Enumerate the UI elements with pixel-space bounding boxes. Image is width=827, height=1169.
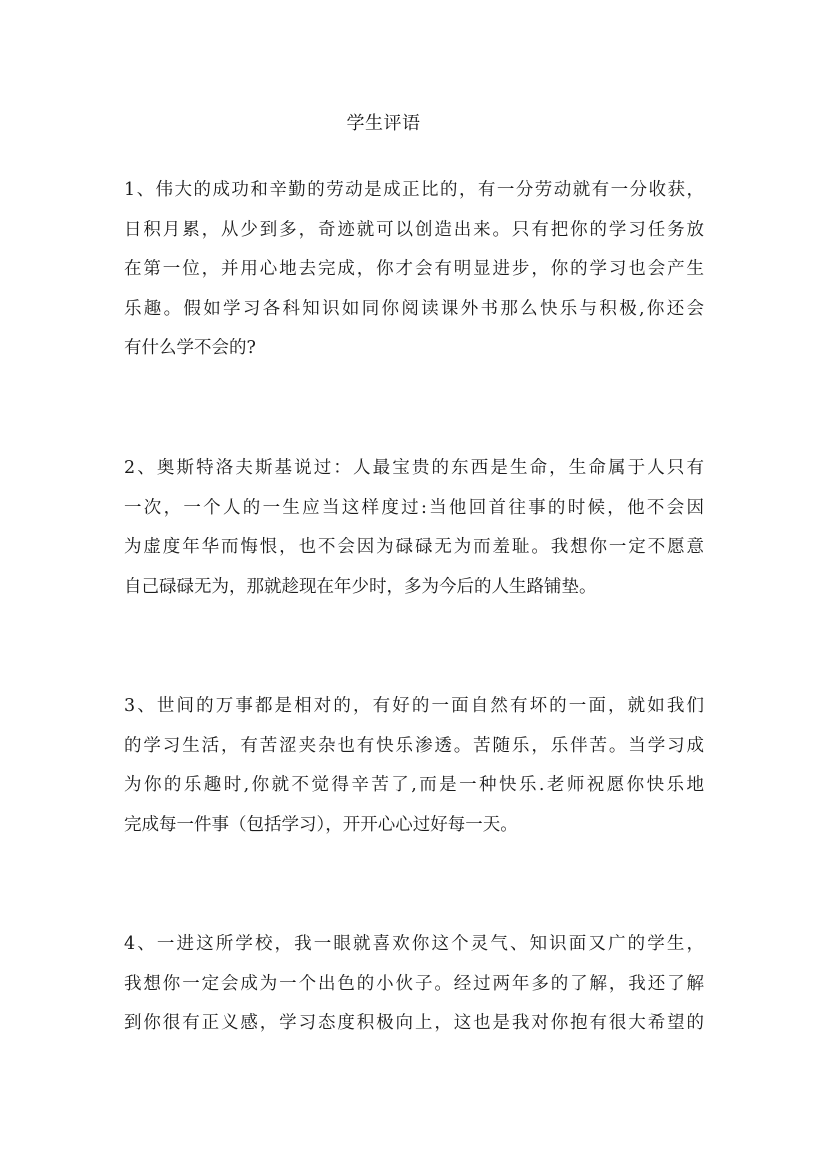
paragraph-3 <box>124 687 704 845</box>
paragraph-1 <box>124 171 704 369</box>
page-title: 学生评语 <box>346 113 421 134</box>
text-line: 3、世间的万事都是相对的，有好的一面自然有坏的一面，就如我们 <box>124 696 704 716</box>
text-line: 为虚度年华而悔恨，也不会因为碌碌无为而羞耻。我想你一定不愿意 <box>124 537 704 557</box>
paragraph-4 <box>124 925 704 1044</box>
text-line: 1、伟大的成功和辛勤的劳动是成正比的，有一分劳动就有一分收获， <box>124 180 704 200</box>
text-line: 的学习生活，有苦涩夹杂也有快乐渗透。苦随乐，乐伴苦。当学习成 <box>124 735 704 756</box>
text-line: 有什么学不会的? <box>124 338 256 358</box>
text-line: 为你的乐趣时,你就不觉得辛苦了,而是一种快乐.老师祝愿你快乐地 <box>124 775 704 795</box>
paragraph-2 <box>124 449 704 607</box>
text-line: 完成每一件事（包括学习），开开心心过好每一天。 <box>124 814 518 835</box>
text-line: 在第一位，并用心地去完成，你才会有明显进步，你的学习也会产生 <box>124 259 704 279</box>
text-line: 日积月累，从少到多，奇迹就可以创造出来。只有把你的学习任务放 <box>124 219 704 240</box>
text-line: 4、一进这所学校，我一眼就喜欢你这个灵气、知识面又广的学生， <box>124 934 704 954</box>
text-line: 乐趣。假如学习各科知识如同你阅读课外书那么快乐与积极,你还会 <box>124 298 704 319</box>
text-line: 2、奥斯特洛夫斯基说过：人最宝贵的东西是生命，生命属于人只有 <box>124 458 704 478</box>
text-line: 我想你一定会成为一个出色的小伙子。经过两年多的了解，我还了解 <box>124 973 704 994</box>
text-line: 一次，一个人的一生应当这样度过:当他回首往事的时候，他不会因 <box>124 497 704 518</box>
text-line: 自己碌碌无为，那就趁现在年少时，多为今后的人生路铺垫。 <box>124 576 597 597</box>
text-line: 到你很有正义感，学习态度积极向上，这也是我对你抱有很大希望的 <box>124 1013 704 1033</box>
